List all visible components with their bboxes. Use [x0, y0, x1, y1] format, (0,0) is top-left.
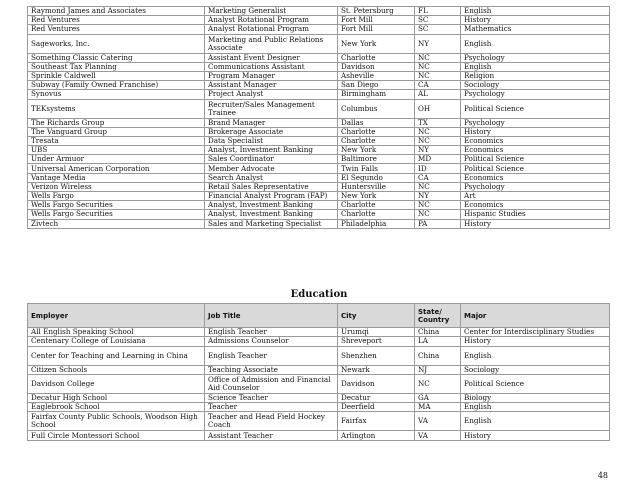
table-row: [28, 99, 610, 118]
table-row: [28, 53, 610, 62]
cell-state: NJ: [415, 365, 461, 374]
cell-major: Religion: [461, 71, 610, 80]
cell-city: Shreveport: [338, 337, 415, 346]
table-row: [28, 393, 610, 402]
cell-state: TX: [415, 118, 461, 127]
cell-state: ID: [415, 164, 461, 173]
cell-state: NC: [415, 201, 461, 210]
cell-employer: Wells Fargo: [28, 192, 205, 201]
cell-employer: Raymond James and Associates: [28, 7, 205, 16]
cell-job-title: Teacher and Head Field Hockey Coach: [205, 412, 338, 431]
cell-state: CA: [415, 173, 461, 182]
table-row: [28, 182, 610, 191]
cell-major: Psychology: [461, 53, 610, 62]
cell-city: Twin Falls: [338, 164, 415, 173]
cell-city: San Diego: [338, 81, 415, 90]
cell-major: History: [461, 219, 610, 228]
cell-job-title: Analyst, Investment Banking: [205, 201, 338, 210]
cell-major: Sociology: [461, 365, 610, 374]
cell-city: Columbus: [338, 99, 415, 118]
table-row: [28, 90, 610, 99]
cell-state: China: [415, 346, 461, 365]
cell-employer: Citizen Schools: [28, 365, 205, 374]
cell-city: Arlington: [338, 431, 415, 440]
table-row: [28, 374, 610, 393]
cell-major: Hispanic Studies: [461, 210, 610, 219]
cell-major: Biology: [461, 393, 610, 402]
table-row: [28, 173, 610, 182]
table-row: [28, 136, 610, 145]
cell-job-title: Analyst Rotational Program: [205, 16, 338, 25]
employer-table-body: [28, 7, 610, 229]
cell-employer: Center for Teaching and Learning in China: [28, 346, 205, 365]
cell-city: Huntersville: [338, 182, 415, 191]
table-row: [28, 365, 610, 374]
cell-job-title: English Teacher: [205, 328, 338, 337]
cell-state: NY: [415, 34, 461, 53]
cell-major: English: [461, 346, 610, 365]
page-number: 48: [597, 471, 608, 480]
cell-city: Philadelphia: [338, 219, 415, 228]
cell-city: Davidson: [338, 374, 415, 393]
cell-employer: Eaglebrook School: [28, 403, 205, 412]
cell-state: VA: [415, 412, 461, 431]
cell-job-title: Marketing and Public Relations Associate: [205, 34, 338, 53]
cell-state: LA: [415, 337, 461, 346]
cell-job-title: Marketing Generalist: [205, 7, 338, 16]
cell-city: Newark: [338, 365, 415, 374]
cell-city: Fort Mill: [338, 16, 415, 25]
cell-job-title: Science Teacher: [205, 393, 338, 402]
table-row: [28, 403, 610, 412]
cell-major: History: [461, 337, 610, 346]
cell-employer: The Vanguard Group: [28, 127, 205, 136]
cell-employer: Decatur High School: [28, 393, 205, 402]
table-row: [28, 62, 610, 71]
cell-state: NC: [415, 182, 461, 191]
cell-city: Asheville: [338, 71, 415, 80]
cell-city: Davidson: [338, 62, 415, 71]
cell-employer: Universal American Corporation: [28, 164, 205, 173]
cell-employer: All English Speaking School: [28, 328, 205, 337]
cell-employer: Verizon Wireless: [28, 182, 205, 191]
cell-employer: Fairfax County Public Schools, Woodson High School: [28, 412, 205, 431]
cell-city: Fort Mill: [338, 25, 415, 34]
cell-city: Fairfax: [338, 412, 415, 431]
cell-employer: Under Armuor: [28, 155, 205, 164]
cell-job-title: Data Specialist: [205, 136, 338, 145]
cell-major: Psychology: [461, 90, 610, 99]
cell-employer: Zivtech: [28, 219, 205, 228]
cell-major: Political Science: [461, 99, 610, 118]
cell-state: SC: [415, 25, 461, 34]
cell-city: Charlotte: [338, 53, 415, 62]
cell-job-title: Brokerage Associate: [205, 127, 338, 136]
cell-job-title: Member Advocate: [205, 164, 338, 173]
cell-city: Charlotte: [338, 136, 415, 145]
cell-employer: Southeast Tax Planning: [28, 62, 205, 71]
table-row: [28, 201, 610, 210]
cell-job-title: Assistant Manager: [205, 81, 338, 90]
cell-city: Birmingham: [338, 90, 415, 99]
cell-city: St. Petersburg: [338, 7, 415, 16]
cell-major: Economics: [461, 201, 610, 210]
table-row: [28, 118, 610, 127]
cell-state: VA: [415, 431, 461, 440]
cell-state: FL: [415, 7, 461, 16]
cell-job-title: Financial Analyst Program (FAP): [205, 192, 338, 201]
cell-job-title: Teacher: [205, 403, 338, 412]
cell-state: NC: [415, 127, 461, 136]
cell-city: New York: [338, 192, 415, 201]
cell-job-title: Project Analyst: [205, 90, 338, 99]
cell-state: NC: [415, 53, 461, 62]
cell-job-title: Analyst, Investment Banking: [205, 146, 338, 155]
cell-city: Shenzhen: [338, 346, 415, 365]
cell-employer: Wells Fargo Securities: [28, 210, 205, 219]
cell-major: English: [461, 412, 610, 431]
cell-state: China: [415, 328, 461, 337]
cell-major: Psychology: [461, 182, 610, 191]
cell-state: PA: [415, 219, 461, 228]
table-row: [28, 7, 610, 16]
cell-state: MD: [415, 155, 461, 164]
employer-table: [27, 6, 610, 229]
cell-city: Dallas: [338, 118, 415, 127]
cell-city: Baltimore: [338, 155, 415, 164]
cell-city: Charlotte: [338, 127, 415, 136]
table-row: [28, 127, 610, 136]
cell-state: SC: [415, 16, 461, 25]
cell-major: Economics: [461, 136, 610, 145]
cell-job-title: English Teacher: [205, 346, 338, 365]
cell-job-title: Assistant Event Designer: [205, 53, 338, 62]
cell-city: Urumqi: [338, 328, 415, 337]
cell-employer: Red Ventures: [28, 25, 205, 34]
cell-city: Charlotte: [338, 201, 415, 210]
table-row: [28, 155, 610, 164]
cell-major: Political Science: [461, 164, 610, 173]
table-row: [28, 337, 610, 346]
table-row: [28, 328, 610, 337]
header-employer: Employer: [28, 304, 205, 328]
header-state-country: State/ Country: [415, 304, 461, 328]
cell-employer: Something Classic Catering: [28, 53, 205, 62]
cell-state: NC: [415, 374, 461, 393]
table-row: [28, 164, 610, 173]
cell-major: Center for Interdisciplinary Studies: [461, 328, 610, 337]
cell-state: CA: [415, 81, 461, 90]
cell-major: Mathematics: [461, 25, 610, 34]
cell-employer: TEKsystems: [28, 99, 205, 118]
cell-state: MA: [415, 403, 461, 412]
table-row: [28, 210, 610, 219]
cell-major: Sociology: [461, 81, 610, 90]
cell-job-title: Retail Sales Representative: [205, 182, 338, 191]
cell-employer: Red Ventures: [28, 16, 205, 25]
cell-city: El Segundo: [338, 173, 415, 182]
cell-job-title: Sales and Marketing Specialist: [205, 219, 338, 228]
cell-state: NY: [415, 192, 461, 201]
cell-state: NC: [415, 62, 461, 71]
cell-employer: Sageworks, Inc.: [28, 34, 205, 53]
table-row: [28, 219, 610, 228]
table-row: [28, 25, 610, 34]
cell-state: OH: [415, 99, 461, 118]
header-major: Major: [461, 304, 610, 328]
cell-employer: Synovus: [28, 90, 205, 99]
cell-major: English: [461, 34, 610, 53]
cell-employer: Wells Fargo Securities: [28, 201, 205, 210]
cell-major: Political Science: [461, 155, 610, 164]
cell-state: AL: [415, 90, 461, 99]
table-row: [28, 346, 610, 365]
cell-major: History: [461, 431, 610, 440]
header-city: City: [338, 304, 415, 328]
cell-state: NC: [415, 210, 461, 219]
cell-city: New York: [338, 34, 415, 53]
cell-job-title: Sales Coordinator: [205, 155, 338, 164]
cell-employer: Vantage Media: [28, 173, 205, 182]
cell-major: History: [461, 16, 610, 25]
cell-employer: UBS: [28, 146, 205, 155]
table-row: [28, 34, 610, 53]
cell-city: Charlotte: [338, 210, 415, 219]
cell-state: GA: [415, 393, 461, 402]
cell-major: English: [461, 62, 610, 71]
table-row: [28, 71, 610, 80]
cell-city: Deerfield: [338, 403, 415, 412]
cell-employer: The Richards Group: [28, 118, 205, 127]
cell-job-title: Search Analyst: [205, 173, 338, 182]
cell-major: Political Science: [461, 374, 610, 393]
cell-major: English: [461, 7, 610, 16]
cell-job-title: Admissions Counselor: [205, 337, 338, 346]
cell-employer: Tresata: [28, 136, 205, 145]
cell-job-title: Analyst, Investment Banking: [205, 210, 338, 219]
cell-job-title: Communications Assistant: [205, 62, 338, 71]
table-row: [28, 192, 610, 201]
table-row: [28, 412, 610, 431]
cell-employer: Full Circle Montessori School: [28, 431, 205, 440]
cell-employer: Subway (Family Owned Franchise): [28, 81, 205, 90]
cell-job-title: Teaching Associate: [205, 365, 338, 374]
cell-major: Economics: [461, 146, 610, 155]
table-row: [28, 146, 610, 155]
cell-state: NC: [415, 136, 461, 145]
education-table: [27, 303, 610, 441]
education-table-body: [28, 328, 610, 441]
cell-city: Decatur: [338, 393, 415, 402]
cell-employer: Centenary College of Louisiana: [28, 337, 205, 346]
table-header-row: [28, 304, 610, 328]
cell-job-title: Analyst Rotational Program: [205, 25, 338, 34]
cell-job-title: Program Manager: [205, 71, 338, 80]
cell-state: NY: [415, 146, 461, 155]
cell-state: NC: [415, 71, 461, 80]
cell-job-title: Office of Admission and Financial Aid Counselor: [205, 374, 338, 393]
cell-employer: Davidson College: [28, 374, 205, 393]
cell-major: History: [461, 127, 610, 136]
section-heading: Education: [290, 289, 348, 300]
cell-job-title: Recruiter/Sales Management Trainee: [205, 99, 338, 118]
cell-major: Art: [461, 192, 610, 201]
table-row: [28, 431, 610, 440]
cell-job-title: Brand Manager: [205, 118, 338, 127]
cell-major: Economics: [461, 173, 610, 182]
cell-major: Psychology: [461, 118, 610, 127]
cell-city: New York: [338, 146, 415, 155]
cell-major: English: [461, 403, 610, 412]
table-row: [28, 81, 610, 90]
cell-employer: Sprinkle Caldwell: [28, 71, 205, 80]
table-row: [28, 16, 610, 25]
header-job-title: Job Title: [205, 304, 338, 328]
cell-job-title: Assistant Teacher: [205, 431, 338, 440]
